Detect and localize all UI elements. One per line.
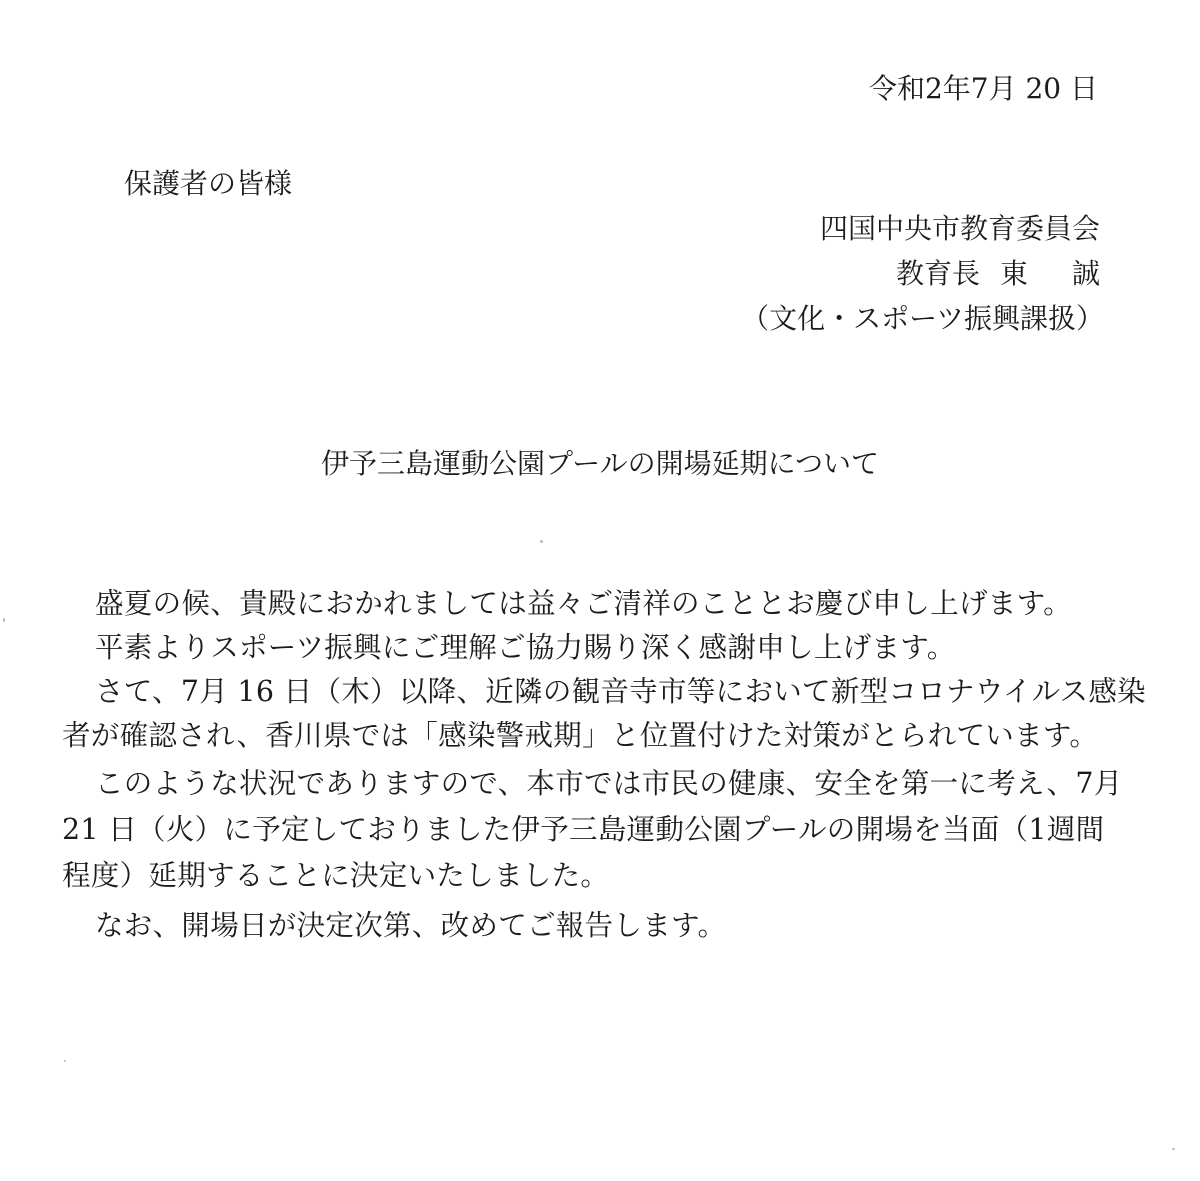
body-paragraph-closing: なお、開場日が決定次第、改めてご報告します。 [95,909,727,942]
letter-subject: 伊予三島運動公園プールの開場延期について [320,447,880,480]
sender-organization: 四国中央市教育委員会 [819,212,1100,245]
scan-speck [3,618,5,622]
sender-name-line [896,256,1100,292]
sender-surname: 東 [999,257,1028,290]
body-paragraph-situation-line-2: 者が確認され、香川県では「感染警戒期」と位置付けた対策がとられています。 [62,719,1099,752]
body-paragraph-decision-line-2: 21 日（火）に予定しておりました伊予三島運動公園プールの開場を当面（1週間 [62,813,1105,846]
body-paragraph-thanks: 平素よりスポーツ振興にご理解ご協力賜り深く感謝申し上げます。 [95,631,956,664]
scan-speck [540,540,543,543]
body-paragraph-greeting: 盛夏の候、貴殿におかれましては益々ご清祥のこととお慶び申し上げます。 [95,587,1072,620]
sender-title: 教育長 [895,257,980,290]
scan-speck [1172,1148,1175,1150]
body-paragraph-situation-line-1: さて、7月 16 日（木）以降、近隣の観音寺市等において新型コロナウイルス感染 [95,675,1146,708]
body-paragraph-decision-line-1: このような状況でありますので、本市では市民の健康、安全を第一に考え、7月 [95,767,1123,800]
sender-given-name: 誠 [1071,257,1100,290]
recipient: 保護者の皆様 [124,167,293,200]
scan-speck [64,1060,66,1062]
letter-date: 令和2年7月 20 日 [868,72,1098,105]
body-paragraph-decision-line-3: 程度）延期することに決定いたしました。 [62,859,610,892]
sender-department: （文化・スポーツ振興課扱） [741,302,1104,335]
